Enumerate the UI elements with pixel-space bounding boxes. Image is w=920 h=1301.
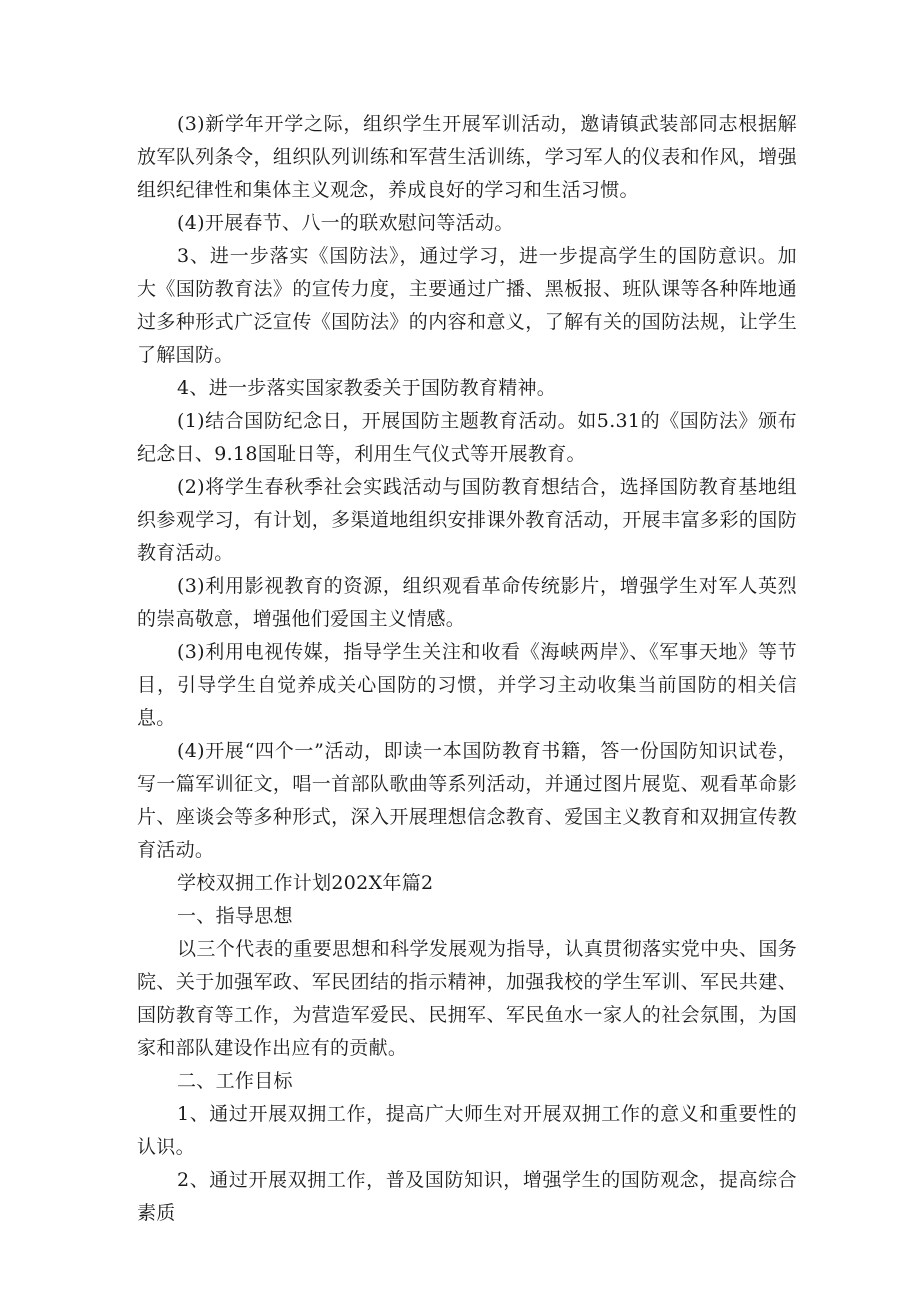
document-body (137, 108, 797, 1230)
paragraph-social-practice: (2)将学生春秋季社会实践活动与国防教育想结合，选择国防教育基地组织参观学习，有计划，多渠道地组织安排课外教育活动，开展丰富多彩的国防教育活动。 (137, 476, 797, 564)
paragraph-military-training: (3)新学年开学之际，组织学生开展军训活动，邀请镇武装部同志根据解放军队列条令，组织队列训练和军营生活训练，学习军人的仪表和作风，增强组织纪律性和集体主义观念，养成良好的学习和生活习惯。 (137, 113, 797, 201)
paragraph-goal-2: 2、通过开展双拥工作，普及国防知识，增强学生的国防观念，提高综合素质 (137, 1169, 797, 1224)
paragraph-education-spirit: 4、进一步落实国家教委关于国防教育精神。 (177, 377, 557, 399)
heading-guiding-ideology: 一、指导思想 (177, 905, 293, 927)
paragraph-memorial-days: (1)结合国防纪念日，开展国防主题教育活动。如5.31的《国防法》颁布纪念日、9.18国耻日等，利用生气仪式等开展教育。 (137, 410, 797, 465)
paragraph-goal-1: 1、通过开展双拥工作，提高广大师生对开展双拥工作的意义和重要性的认识。 (137, 1103, 797, 1158)
paragraph-national-defense-law: 3、进一步落实《国防法》，通过学习，进一步提高学生的国防意识。加大《国防教育法》的宣传力度，主要通过广播、黑板报、班队课等各种阵地通过多种形式广泛宣传《国防法》的内容和意义，了解有关的国防法规，让学生了解国防。 (137, 245, 797, 366)
paragraph-film-education: (3)利用影视教育的资源，组织观看革命传统影片，增强学生对军人英烈的崇高敬意，增强他们爱国主义情感。 (137, 575, 797, 630)
section-title-plan-part-2: 学校双拥工作计划202X年篇2 (177, 872, 434, 894)
paragraph-tv-media: (3)利用电视传媒，指导学生关注和收看《海峡两岸》、《军事天地》等节目，引导学生自觉养成关心国防的习惯，并学习主动收集当前国防的相关信息。 (137, 641, 797, 729)
paragraph-guiding-ideology: 以三个代表的重要思想和科学发展观为指导，认真贯彻落实党中央、国务院、关于加强军政、军民团结的指示精神，加强我校的学生军训、军民共建、国防教育等工作，为营造军爱民、民拥军、军民鱼水一家人的社会氛围，为国家和部队建设作出应有的贡献。 (137, 938, 797, 1059)
paragraph-four-ones-activity: (4)开展“四个一”活动，即读一本国防教育书籍，答一份国防知识试卷，写一篇军训征文，唱一首部队歌曲等系列活动，并通过图片展览、观看革命影片、座谈会等多种形式，深入开展理想信念教育、爱国主义教育和双拥宣传教育活动。 (137, 740, 797, 861)
paragraph-festival-activities: (4)开展春节、八一的联欢慰问等活动。 (177, 212, 514, 234)
heading-work-goals: 二、工作目标 (177, 1070, 293, 1092)
